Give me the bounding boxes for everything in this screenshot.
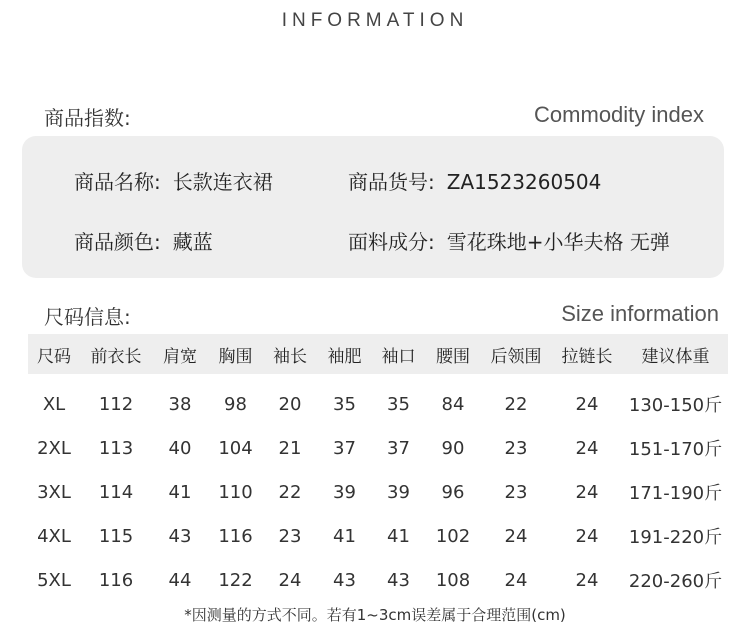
table-cell: 3XL [37, 481, 71, 503]
table-cell: 102 [435, 525, 471, 547]
commodity-index-label: 商品指数: [44, 106, 131, 130]
table-cell: XL [42, 393, 66, 415]
table-row [28, 470, 728, 514]
table-cell: 116 [98, 569, 134, 591]
header-size: 尺码 [28, 334, 80, 374]
table-cell: 23 [278, 525, 302, 547]
product-sku-key: 商品货号: [348, 170, 435, 194]
product-fabric-key: 面料成分: [348, 230, 435, 254]
header-back-neck: 后领围 [481, 334, 551, 374]
header-sleeve-length: 袖长 [263, 334, 317, 374]
header-cuff: 袖口 [372, 334, 425, 374]
table-cell: 5XL [37, 569, 71, 591]
table-row [28, 374, 728, 426]
table-cell: 40 [168, 437, 192, 459]
product-color-key: 商品颜色: [74, 230, 161, 254]
product-fabric-row [348, 226, 670, 255]
product-sku-value: ZA1523260504 [446, 170, 602, 194]
table-cell: 35 [333, 393, 356, 415]
table-cell: 44 [168, 569, 192, 591]
table-cell: 108 [435, 569, 471, 591]
size-table-header-row [28, 334, 728, 374]
product-fabric-value: 雪花珠地+小华夫格 无弹 [446, 230, 670, 254]
table-cell: 24 [575, 569, 599, 591]
header-front-length: 前衣长 [80, 334, 152, 374]
table-cell: 116 [218, 525, 253, 547]
table-cell: 24 [278, 569, 302, 591]
table-cell: 130-150斤 [628, 395, 723, 416]
table-cell: 113 [98, 437, 134, 459]
table-row [28, 558, 728, 602]
product-name-row [74, 166, 273, 195]
commodity-index-label-en: Commodity index [534, 102, 704, 127]
header-waist: 腰围 [425, 334, 481, 374]
header-zipper-length: 拉链长 [551, 334, 623, 374]
table-cell: 35 [387, 393, 410, 415]
product-color-row [74, 226, 213, 255]
table-cell: 20 [278, 393, 302, 415]
table-cell: 24 [575, 481, 599, 503]
table-cell: 24 [575, 437, 599, 459]
table-cell: 171-190斤 [628, 483, 723, 504]
table-cell: 220-260斤 [628, 571, 723, 592]
product-name-value: 长款连衣裙 [172, 170, 273, 194]
table-cell: 38 [168, 393, 192, 415]
table-cell: 96 [441, 481, 465, 503]
table-cell: 24 [575, 393, 599, 415]
commodity-info-panel [22, 136, 724, 278]
header-suggested-weight: 建议体重 [623, 334, 728, 374]
table-cell: 4XL [37, 525, 71, 547]
header-shoulder: 肩宽 [152, 334, 208, 374]
table-cell: 112 [98, 393, 134, 415]
table-cell: 114 [98, 481, 134, 503]
table-cell: 2XL [37, 437, 71, 459]
table-cell: 39 [387, 481, 410, 503]
table-cell: 23 [504, 481, 528, 503]
table-cell: 22 [278, 481, 302, 503]
product-name-key: 商品名称: [74, 170, 161, 194]
table-cell: 191-220斤 [628, 527, 723, 548]
table-cell: 43 [387, 569, 410, 591]
table-cell: 90 [441, 437, 465, 459]
header-sleeve-width: 袖肥 [317, 334, 372, 374]
table-cell: 41 [387, 525, 410, 547]
size-info-label: 尺码信息: [44, 305, 131, 329]
table-cell: 84 [441, 393, 465, 415]
table-cell: 22 [504, 393, 528, 415]
table-cell: 21 [278, 437, 302, 459]
table-cell: 110 [218, 481, 253, 503]
table-cell: 151-170斤 [628, 439, 723, 460]
header-bust: 胸围 [208, 334, 263, 374]
table-cell: 41 [333, 525, 356, 547]
table-row [28, 426, 728, 470]
product-sku-row [348, 166, 601, 195]
table-cell: 43 [168, 525, 192, 547]
size-info-label-en: Size information [561, 301, 719, 326]
measurement-footnote: *因测量的方式不同。若有1~3cm误差属于合理范围(cm) [184, 606, 566, 624]
product-color-value: 藏蓝 [172, 230, 213, 254]
size-table [28, 334, 728, 602]
table-cell: 41 [168, 481, 192, 503]
table-cell: 37 [333, 437, 356, 459]
table-row [28, 514, 728, 558]
table-cell: 24 [504, 569, 528, 591]
table-cell: 115 [98, 525, 134, 547]
table-cell: 39 [333, 481, 356, 503]
table-cell: 23 [504, 437, 528, 459]
table-cell: 24 [504, 525, 528, 547]
table-cell: 43 [333, 569, 356, 591]
table-cell: 37 [387, 437, 410, 459]
table-cell: 98 [224, 393, 247, 415]
page-title: INFORMATION [281, 10, 469, 31]
table-cell: 122 [218, 569, 253, 591]
table-cell: 104 [218, 437, 253, 459]
table-cell: 24 [575, 525, 599, 547]
